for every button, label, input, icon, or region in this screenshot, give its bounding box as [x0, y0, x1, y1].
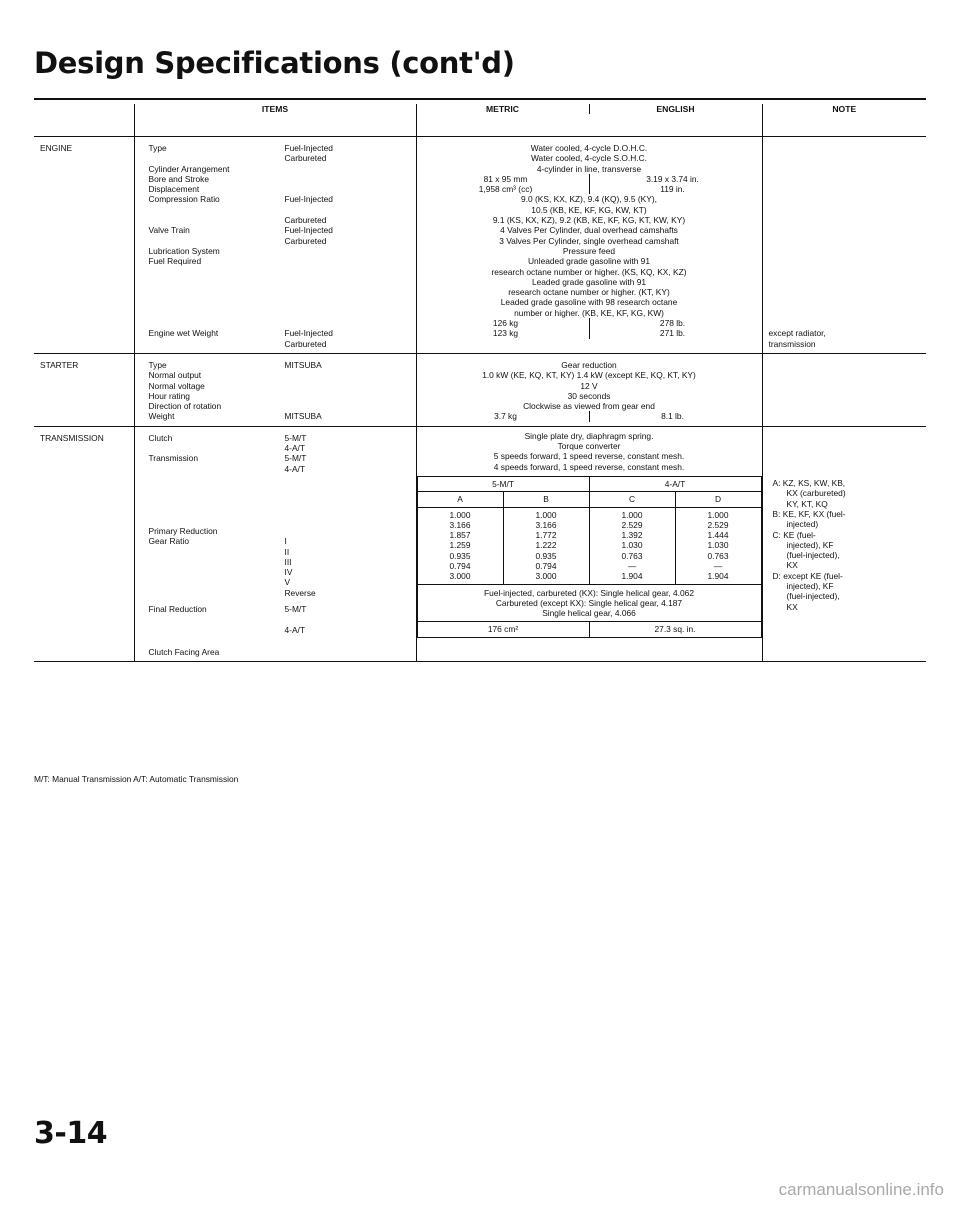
gear-ratio-value: 0.794 [535, 560, 557, 571]
item-label: Engine wet Weight [148, 328, 219, 339]
col-b-label: B [503, 492, 589, 507]
item-sub-label: Carbureted [284, 235, 327, 246]
gear-ratio-value: 3.166 [535, 519, 557, 530]
starter-category: STARTER [34, 353, 134, 426]
engine-note-1: except radiator, [768, 328, 826, 339]
starter-item-row [149, 391, 416, 401]
transmission-mt: 5 speeds forward, 1 speed reverse, constant mesh. [493, 451, 685, 462]
item-label: Gear Ratio [148, 536, 189, 547]
item-sub-label: 4-A/T [284, 443, 305, 454]
clutch-mt: Single plate dry, diaphragm spring. [524, 430, 654, 441]
starter-voltage: 12 V [580, 380, 598, 391]
transmission-note-line: (fuel-injected), [786, 591, 840, 602]
item-label: Bore and Stroke [148, 173, 210, 184]
engine-valve-fi: 4 Valves Per Cylinder, dual overhead camshafts [500, 225, 678, 236]
engine-item-row [149, 184, 416, 194]
clutch-at: Torque converter [557, 441, 621, 452]
item-label: Valve Train [148, 225, 190, 236]
engine-lubrication: Pressure feed [562, 245, 616, 256]
specifications-table [34, 104, 926, 662]
engine-note [762, 137, 926, 354]
item-sub-label: Carbureted [284, 215, 327, 226]
engine-item-row [149, 164, 416, 174]
engine-fuel-1: Unleaded grade gasoline with 91 [528, 256, 650, 267]
col-b-values [503, 507, 589, 584]
engine-item-row [149, 205, 416, 215]
engine-compression-fi-1: 9.0 (KS, KX, KZ), 9.4 (KQ), 9.5 (KY), [521, 194, 657, 205]
item-label: Fuel Required [148, 256, 202, 267]
engine-item-row [149, 308, 416, 318]
starter-values [416, 353, 762, 426]
gear-ratio-item-row [149, 526, 416, 536]
gear-ratio-value: 1.000 [535, 509, 557, 520]
final-reduction-values [417, 584, 761, 622]
gear-ratio-value: 1.444 [707, 530, 729, 541]
transmission-note-line: D: except KE (fuel- [772, 570, 843, 581]
col-a-values [417, 507, 503, 584]
engine-item-row [149, 143, 416, 153]
engine-compression-carb: 9.1 (KS, KX, KZ), 9.2 (KB, KE, KF, KG, KT, KW, KY) [492, 215, 686, 226]
gear-ratio-value: 1.000 [621, 509, 643, 520]
starter-direction: Clockwise as viewed from gear end [523, 401, 655, 412]
transmission-note [762, 426, 926, 661]
engine-item-row [149, 328, 416, 338]
transmission-items [134, 426, 416, 661]
gear-ratio-value: 1.030 [621, 540, 643, 551]
engine-weight-fi [423, 318, 756, 328]
gear-ratio-value: 1.904 [707, 571, 729, 582]
facing-metric: 176 cm² [417, 622, 589, 637]
engine-item-row [149, 256, 416, 266]
item-sub-label: 5-M/T [284, 432, 307, 443]
engine-item-row [149, 174, 416, 184]
transmission-section [34, 426, 926, 661]
item-sub-label: Reverse [284, 587, 316, 598]
gear-ratio-value: — [627, 560, 637, 571]
item-sub-label: 5-M/T [284, 453, 307, 464]
header-metric-english [416, 104, 762, 137]
engine-fuel-3: Leaded grade gasoline with 91 [531, 276, 647, 287]
gear-ratio-values-row [417, 507, 761, 584]
item-label: Final Reduction [148, 603, 207, 614]
engine-cylinder: 4-cylinder in line, transverse [536, 163, 642, 174]
group-at: 4-A/T [589, 476, 761, 491]
group-mt: 5-M/T [417, 476, 589, 491]
starter-note [762, 353, 926, 426]
engine-compression-fi-2: 10.5 (KB, KE, KF, KG, KW, KT) [531, 204, 647, 215]
transmission-note-line: injected), KF [786, 539, 834, 550]
item-sub-label: MITSUBA [284, 359, 322, 370]
item-label: Hour rating [148, 390, 190, 401]
transmission-note-line: injected), KF [786, 580, 834, 591]
header-english: ENGLISH [656, 104, 695, 114]
gear-ratio-value: 0.763 [707, 550, 729, 561]
displacement-english: 119 in. [660, 184, 685, 195]
item-sub-label: 4-A/T [284, 463, 305, 474]
engine-items [134, 137, 416, 354]
item-label: Type [148, 359, 167, 370]
gear-ratio-value: 1.222 [535, 540, 557, 551]
item-label: Displacement [148, 184, 200, 195]
final-reduction-2: Carbureted (except KX): Single helical gear, 4.187 [495, 597, 683, 608]
starter-items [134, 353, 416, 426]
final-reduction-3: Single helical gear, 4.066 [542, 608, 636, 619]
page-number: 3-14 [34, 1116, 108, 1151]
gear-ratio-value: 0.763 [621, 550, 643, 561]
transmission-note-line: A: KZ, KS, KW, KB, [772, 478, 846, 489]
engine-values [416, 137, 762, 354]
final-reduction-1: Fuel-injected, carbureted (KX): Single helical gear, 4.062 [484, 587, 694, 598]
col-c-values [589, 507, 675, 584]
engine-item-row [149, 297, 416, 307]
item-label: Type [148, 143, 167, 153]
watermark: carmanualsonline.info [778, 1180, 944, 1199]
final-reduction-item-row [149, 625, 416, 635]
col-d-label: D [675, 492, 761, 507]
gear-ratio-value: 1.772 [535, 530, 557, 541]
gear-ratio-value: 0.794 [449, 560, 471, 571]
final-reduction-item-row [149, 604, 416, 614]
gear-ratio-value: 1.857 [449, 530, 471, 541]
engine-note-2: transmission [768, 338, 816, 349]
weight-fi-english: 278 lb. [659, 318, 686, 329]
item-label: Lubrication System [148, 245, 220, 256]
bore-english: 3.19 x 3.74 in. [646, 173, 699, 184]
transmission-note-line: (fuel-injected), [786, 550, 840, 561]
clutch-facing-row [417, 622, 761, 637]
gear-ratio-group-row [417, 476, 761, 491]
starter-weight-metric: 3.7 kg [423, 411, 590, 421]
item-label: Compression Ratio [148, 194, 220, 205]
gear-ratio-value: 0.935 [449, 550, 471, 561]
engine-section [34, 137, 926, 354]
gear-ratio-value: — [713, 560, 723, 571]
engine-type-fi: Water cooled, 4-cycle D.O.H.C. [530, 143, 648, 153]
transmission-note-line: KX [786, 601, 798, 612]
item-label: Weight [148, 411, 175, 422]
engine-displacement [423, 184, 756, 194]
gear-ratio-item-row [149, 567, 416, 577]
starter-item-row [149, 370, 416, 380]
transmission-note-line: injected) [786, 519, 819, 530]
facing-english: 27.3 sq. in. [589, 622, 761, 637]
gear-ratio-value: 0.935 [535, 550, 557, 561]
header-metric: METRIC [417, 104, 590, 114]
item-sub-label: Carbureted [284, 338, 327, 349]
gear-ratio-value: 1.030 [707, 540, 729, 551]
transmission-item-row [149, 433, 416, 443]
engine-weight-carb [423, 328, 756, 338]
engine-item-row [149, 153, 416, 163]
engine-bore [423, 174, 756, 184]
starter-item-row [149, 381, 416, 391]
weight-carb-english: 271 lb. [659, 328, 686, 339]
gear-ratio-table [417, 476, 762, 638]
item-sub-label: Fuel-Injected [284, 225, 333, 236]
gear-ratio-item-row [149, 557, 416, 567]
item-sub-label: Fuel-Injected [284, 328, 333, 339]
item-sub-label: IV [284, 567, 293, 578]
engine-fuel-5: Leaded grade gasoline with 98 research octane [500, 297, 678, 308]
gear-ratio-value: 2.529 [621, 519, 643, 530]
transmission-at: 4 speeds forward, 1 speed reverse, constant mesh. [493, 461, 685, 472]
gear-ratio-value: 1.000 [707, 509, 729, 520]
starter-item-row [149, 401, 416, 411]
starter-weight [423, 411, 756, 421]
engine-fuel-2: research octane number or higher. (KS, KQ, KX, KZ) [491, 266, 687, 277]
final-reduction-row [417, 584, 761, 622]
item-label: Primary Reduction [148, 525, 218, 536]
engine-type-carb: Water cooled, 4-cycle S.O.H.C. [530, 153, 648, 164]
engine-valve-carb: 3 Valves Per Cylinder, single overhead camshaft [499, 235, 679, 246]
starter-output: 1.0 kW (KE, KQ, KT, KY) 1.4 kW (except KE, KQ, KT, KY) [482, 370, 696, 381]
starter-item-row [149, 411, 416, 421]
gear-ratio-item-row [149, 588, 416, 598]
engine-category: ENGINE [34, 137, 134, 354]
item-clutch-facing-area: Clutch Facing Area [148, 646, 220, 657]
engine-item-row [149, 318, 416, 328]
gear-ratio-item-row [149, 547, 416, 557]
item-sub-label: III [284, 556, 292, 567]
transmission-item-row [149, 453, 416, 463]
starter-rating: 30 seconds [567, 390, 611, 401]
item-sub-label: II [284, 546, 290, 557]
weight-carb-metric: 123 kg [423, 328, 590, 338]
page-title: Design Specifications (cont'd) [34, 46, 515, 80]
starter-section [34, 353, 926, 426]
item-sub-label: 5-M/T [284, 603, 307, 614]
engine-item-row [149, 225, 416, 235]
gear-ratio-value: 1.392 [621, 530, 643, 541]
gear-ratio-item-row [149, 536, 416, 546]
gear-ratio-value: 1.259 [449, 540, 471, 551]
transmission-note-line: C: KE (fuel- [772, 529, 816, 540]
transmission-item-row [149, 443, 416, 453]
gear-ratio-value: 1.000 [449, 509, 471, 520]
gear-ratio-value: 3.000 [449, 571, 471, 582]
engine-item-row [149, 339, 416, 349]
engine-item-row [149, 236, 416, 246]
table-header [34, 104, 926, 137]
engine-item-row [149, 215, 416, 225]
item-label: Normal voltage [148, 380, 205, 391]
item-sub-label: Fuel-Injected [284, 143, 333, 153]
gear-ratio-value: 3.000 [535, 571, 557, 582]
footnote: M/T: Manual Transmission A/T: Automatic Transmission [34, 774, 239, 784]
transmission-item-row [149, 464, 416, 474]
starter-weight-english: 8.1 lb. [661, 411, 684, 422]
weight-fi-metric: 126 kg [423, 318, 590, 328]
item-label: Transmission [148, 453, 198, 464]
displacement-metric: 1,958 cm³ (cc) [423, 184, 590, 194]
item-label: Normal output [148, 370, 202, 381]
gear-ratio-column-labels [417, 492, 761, 507]
engine-item-row [149, 267, 416, 277]
item-label: Direction of rotation [148, 401, 222, 412]
engine-item-row [149, 246, 416, 256]
transmission-note-line: KX [786, 560, 798, 571]
item-sub-label: Carbureted [284, 153, 327, 164]
transmission-values [416, 426, 762, 661]
gear-ratio-value: 2.529 [707, 519, 729, 530]
bore-metric: 81 x 95 mm [423, 174, 590, 184]
engine-fuel-4: research octane number or higher. (KT, KY) [508, 287, 670, 298]
engine-fuel-6: number or higher. (KB, KE, KF, KG, KW) [514, 307, 664, 318]
transmission-note-line: KY, KT, KQ [786, 498, 828, 509]
engine-item-row [149, 194, 416, 204]
col-c-label: C [589, 492, 675, 507]
gear-ratio-item-row [149, 577, 416, 587]
item-sub-label: MITSUBA [284, 411, 322, 422]
col-d-values [675, 507, 761, 584]
item-sub-label: V [284, 577, 291, 588]
item-sub-label: Fuel-Injected [284, 194, 333, 205]
item-sub-label: I [284, 536, 287, 547]
header-note: NOTE [762, 104, 926, 137]
col-a-label: A [417, 492, 503, 507]
item-sub-label: 4-A/T [284, 624, 305, 635]
transmission-note-line: B: KE, KF, KX (fuel- [772, 508, 846, 519]
gear-ratio-value: 3.166 [449, 519, 471, 530]
item-label: Clutch [148, 432, 173, 443]
transmission-note-line: KX (carbureted) [786, 488, 846, 499]
engine-item-row [149, 287, 416, 297]
transmission-category: TRANSMISSION [34, 426, 134, 661]
starter-item-row [149, 360, 416, 370]
title-rule [34, 98, 926, 100]
starter-type: Gear reduction [561, 359, 617, 370]
engine-item-row [149, 277, 416, 287]
header-items: ITEMS [134, 104, 416, 137]
final-reduction-item-row [149, 614, 416, 624]
gear-ratio-value: 1.904 [621, 571, 643, 582]
item-label: Cylinder Arrangement [148, 163, 230, 174]
